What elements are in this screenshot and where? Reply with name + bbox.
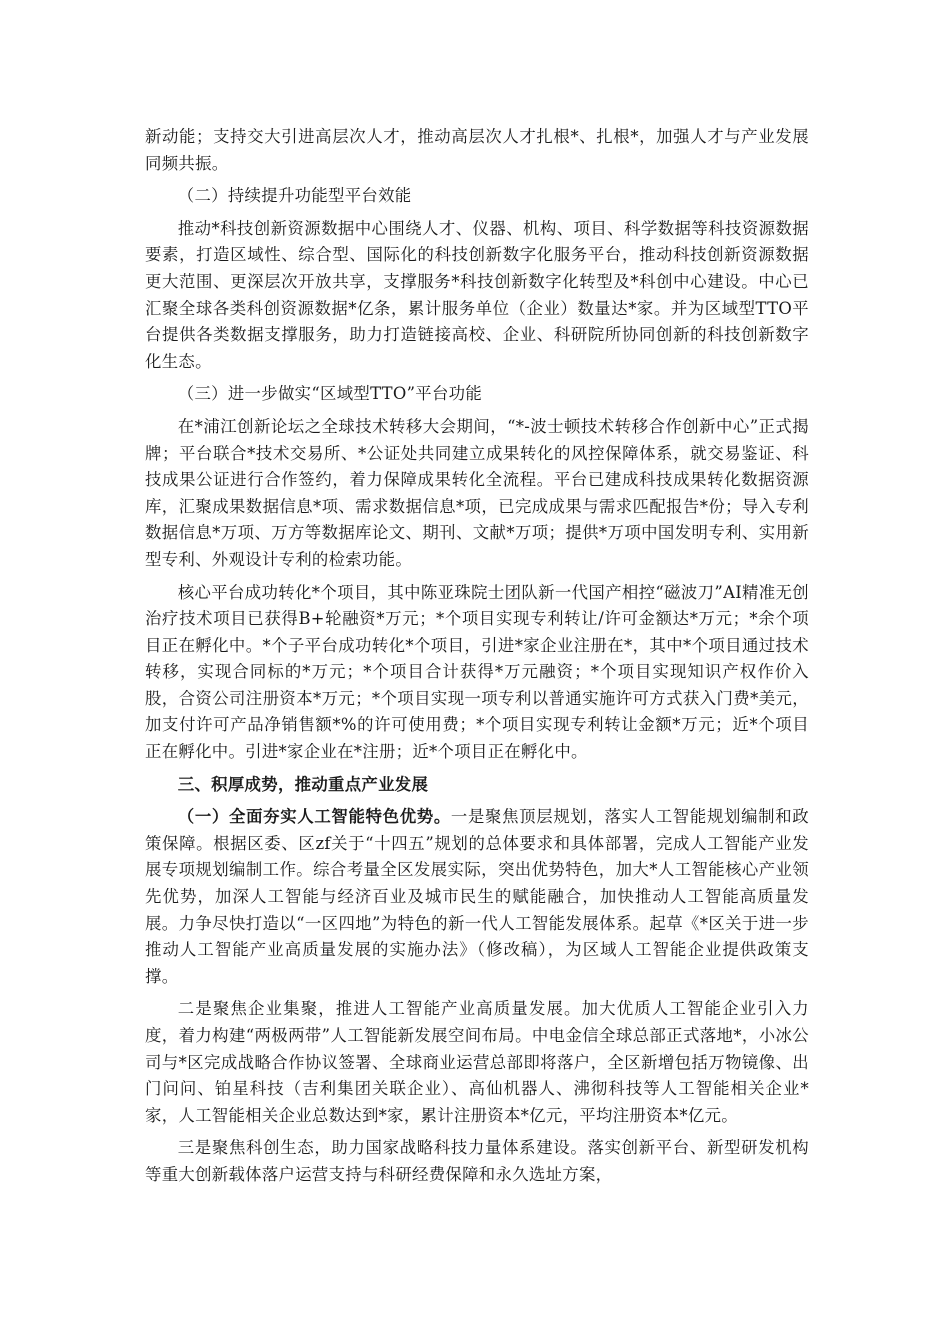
paragraph-innovation-ecosystem: 三是聚焦科创生态，助力国家战略科技力量体系建设。落实创新平台、新型研发机构等重大创新载体落户运营支持与科研经费保障和永久选址方案， <box>145 1138 809 1184</box>
paragraph-data-center: 推动*科技创新资源数据中心围绕人才、仪器、机构、项目、科学数据等科技资源数据要素，打造区域性、综合型、国际化的科技创新数字化服务平台，推动科技创新资源数据更大范围、更深层次开放共享，支撑服务*科技创新数字化转型及*科创中心建设。中心已汇聚全球各类科创资源数据*亿条，累计服务单位（企业）数量达*家。并为区域型TTO平台提供各类数据支撑服务，助力打造链接高校、企业、科研院所协同创新的科技创新数字化生态。 <box>145 218 809 371</box>
document-page <box>145 124 809 1195</box>
paragraph-tech-transfer: 在*浦江创新论坛之全球技术转移大会期间，“*-波士顿技术转移合作创新中心”正式揭牌；平台联合*技术交易所、*公证处共同建立成果转化的风控保障体系，就交易鉴证、科技成果公证进行合作签约，着力保障成果转化全流程。平台已建成科技成果转化数据资源库，汇聚成果数据信息*项、需求数据信息*项，已完成成果与需求匹配报告*份；导入专利数据信息*万项、万方等数据库论文、期刊、文献*万项；提供*万项中国发明专利、实用新型专利、外观设计专利的检索功能。 <box>145 416 809 569</box>
paragraph-enterprise-cluster: 二是聚焦企业集聚，推进人工智能产业高质量发展。加大优质人工智能企业引入力度，着力构建“两极两带”人工智能新发展空间布局。中电金信全球总部正式落地*，小冰公司与*区完成战略合作协议签署、全球商业运营总部即将落户，全区新增包括万物镜像、出门问问、铂星科技（吉利集团关联企业）、高仙机器人、沸彻科技等人工智能相关企业*家，人工智能相关企业总数达到*家，累计注册资本*亿元，平均注册资本*亿元。 <box>145 999 809 1125</box>
paragraph-core-platform: 核心平台成功转化*个项目，其中陈亚珠院士团队新一代国产相控“磁波刀”AI精准无创治疗技术项目已获得B+轮融资*万元；*个项目实现专利转让/许可金额达*万元；*余个项目正在孵化中。*个子平台成功转化*个项目，引进*家企业注册在*，其中*个项目通过技术转移，实现合同标的*万元；*个项目合计获得*万元融资；*个项目实现知识产权作价入股，合资公司注册资本*万元；*个项目实现一项专利以普通实施许可方式获入门费*美元，加支付许可产品净销售额*%的许可使用费；*个项目实现专利转让金额*万元；近*个项目正在孵化中。引进*家企业在*注册；近*个项目正在孵化中。 <box>145 582 809 762</box>
section-heading-platform-efficiency: （二）持续提升功能型平台效能 <box>177 186 412 206</box>
paragraph-body-ai: 一是聚焦顶层规划，落实人工智能规划编制和政策保障。根据区委、区zf关于“十四五”规划的总体要求和具体部署，完成人工智能产业发展专项规划编制工作。综合考量全区发展实际，突出优势特色，加大*人工智能核心产业领先优势，加深人工智能与经济百业及城市民生的赋能融合，加快推动人工智能高质量发展。力争尽快打造以“一区四地”为特色的新一代人工智能发展体系。起草《*区关于进一步推动人工智能产业高质量发展的实施办法》（修改稿），为区域人工智能企业提供政策支撑。 <box>145 807 809 986</box>
paragraph-ai-advantage <box>145 804 809 990</box>
chapter-heading-key-industries: 三、积厚成势，推动重点产业发展 <box>177 774 429 794</box>
section-heading-regional-tto: （三）进一步做实“区域型TTO”平台功能 <box>177 384 483 404</box>
paragraph-continuation: 新动能；支持交大引进高层次人才，推动高层次人才扎根*、扎根*，加强人才与产业发展同频共振。 <box>145 127 809 173</box>
paragraph-lead-ai: （一）全面夯实人工智能特色优势。 <box>177 807 451 827</box>
